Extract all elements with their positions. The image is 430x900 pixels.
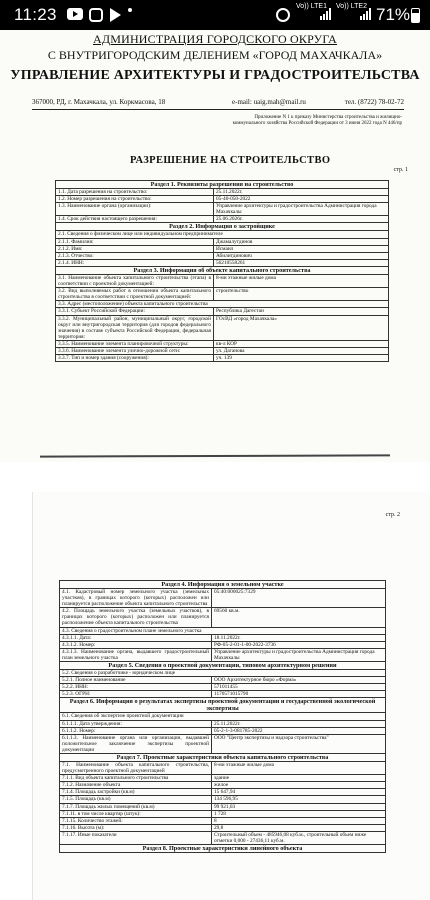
table-row — [60, 761, 386, 774]
field-label: 3.2. Вид выполняемых работ в отношении объекта капитального строительства в соответствии с проектной документацией: — [56, 288, 214, 301]
section-title: Раздел 6. Информация о результатах экспертизы проектной документации и государственной экологической экспертизы — [60, 698, 386, 713]
field-value: 25.11.2022г. — [212, 720, 386, 727]
section-header-row — [60, 698, 386, 713]
field-label: 6.1.1.3. Наименование органа или организации, выдавшей положительное заключение экспертизы проектной документации — [60, 734, 212, 753]
field-label: 7.1.16. Высота (м): — [60, 824, 212, 831]
field-value: Джамалутдинов — [214, 238, 389, 245]
table-row — [56, 347, 389, 354]
table-row — [60, 727, 386, 734]
subsection-row — [56, 231, 389, 238]
status-time: 11:23 — [14, 5, 57, 24]
youtube-notification-icon — [67, 8, 83, 20]
field-value: Управление архитектуры и градостроительства Администрация города Махачкалы — [212, 648, 386, 661]
subsection-label: 3.3. Адрес (местоположение) объекта капитального строительства — [56, 301, 389, 308]
field-label: 7.1. Наименование объекта капитального строительства, предусмотренного проектной документацией — [60, 761, 212, 774]
appendix-note: Приложение N 1 к приказу Министерства строительства и жилищно-коммунального хозяйства Российской Федерации от 3 июня 2022 года N 446/пр — [232, 115, 402, 126]
table-row — [56, 274, 389, 287]
table-row — [56, 238, 389, 245]
table-row — [56, 308, 389, 315]
subsection-row — [60, 713, 386, 720]
field-value: кв-л КОР — [214, 340, 389, 347]
field-label: 3.1. Наименование объекта капитального строительства (этапа) в соответствии с проектной документацией: — [56, 274, 214, 287]
field-label: 5.2.1. Полное наименование — [60, 677, 212, 684]
table-row — [60, 677, 386, 684]
field-value: РФ-05-2-01-1-00-2022-3736 — [212, 641, 386, 648]
field-value: Республика Дагестан — [214, 308, 389, 315]
play-store-notification-icon — [110, 8, 121, 22]
field-label: 1.3. Наименование органа (организации): — [56, 203, 214, 216]
section-header-row — [60, 662, 386, 670]
field-label: 7.1.7. Площадь жилых помещений (кв.м) — [60, 803, 212, 810]
field-value: строительство — [214, 288, 389, 301]
table-row — [56, 189, 389, 196]
table-row — [56, 355, 389, 362]
field-value: 8-ми этажные жилые дома — [212, 761, 386, 774]
field-label: 7.1.1. Вид объекта капитального строительства — [60, 775, 212, 782]
field-value: 18.11.2022г. — [212, 634, 386, 641]
field-label: 4.2. Площадь земельного участка (земельных участков), в границах которого (которых) расположен или планируется расположение объекта капитального строительства — [60, 608, 212, 627]
subsection-label: 4.3. Сведения о градостроительном плане земельного участка — [60, 627, 386, 634]
document-viewer[interactable] — [0, 30, 430, 900]
document-title: РАЗРЕШЕНИЕ НА СТРОИТЕЛЬСТВО — [130, 155, 331, 166]
table-row — [56, 252, 389, 259]
field-label: 7.1.11. в том числе квартир (штук): — [60, 810, 212, 817]
page-gap — [0, 462, 430, 492]
field-value: 15 647,94 — [212, 789, 386, 796]
field-value: ООО Архитектурное бюро «Форма» — [212, 677, 386, 684]
field-value: уч. 139 — [214, 355, 389, 362]
field-value: 8 — [212, 817, 386, 824]
section-title: Раздел 2. Информация о застройщике — [56, 223, 389, 231]
table-row — [56, 340, 389, 347]
field-label: 3.3.7. Тип и номер здания (сооружения): — [56, 355, 214, 362]
field-value: 25.11.2022г. — [214, 189, 389, 196]
more-notifications-icon — [128, 8, 132, 12]
battery-percent: 71% — [376, 5, 411, 24]
field-value: 1 728 — [212, 810, 386, 817]
field-label: 1.4. Срок действия настоящего разрешения: — [56, 216, 214, 223]
network2-label: Vo)) LTE2 — [336, 3, 367, 10]
status-bar — [0, 0, 430, 30]
field-label: 1.1. Дата разрешения на строительство: — [56, 189, 214, 196]
table-row — [60, 775, 386, 782]
field-label: 5.2.2. ИНН: — [60, 684, 212, 691]
table-row — [56, 203, 389, 216]
permit-table-2 — [59, 580, 386, 853]
table-row — [60, 608, 386, 627]
field-value: 05-2-1-3-081785-2022 — [212, 727, 386, 734]
field-label: 3.3.6. Наименование элемента улично-дорожной сети: — [56, 347, 214, 354]
field-value: 56210558261 — [214, 259, 389, 266]
field-value: 8-ми этажные жилые дома — [214, 274, 389, 287]
field-value: 134 596,95 — [212, 796, 386, 803]
field-value: Исмаил — [214, 245, 389, 252]
section-header-row — [56, 223, 389, 231]
subsection-label: 5.2. Сведения о разработчике - юридическом лице — [60, 670, 386, 677]
table-row — [60, 810, 386, 817]
field-label: 2.1.3. Отчество: — [56, 252, 214, 259]
field-label: 7.1.17. Иные показатели — [60, 831, 212, 844]
field-value: 1170571015790 — [212, 691, 386, 698]
section-title: Раздел 8. Проектные характеристики линейного объекта — [60, 845, 386, 853]
header-line-3: УПРАВЛЕНИЕ АРХИТЕКТУРЫ И ГРАДОСТРОИТЕЛЬСТВА — [10, 68, 420, 83]
subsection-row — [56, 301, 389, 308]
table-row — [56, 315, 389, 340]
section-title: Раздел 4. Информация о земельном участке — [60, 581, 386, 589]
table-row — [60, 789, 386, 796]
alarm-icon — [276, 8, 290, 22]
table-row — [60, 589, 386, 608]
field-label: 2.1.2. Имя: — [56, 245, 214, 252]
field-value: ГОсВД «город Махачкала» — [214, 315, 389, 340]
permit-table-1 — [55, 180, 389, 362]
section-header-row — [56, 181, 389, 189]
table-row — [56, 196, 389, 203]
field-value: 25.06.2026г. — [214, 216, 389, 223]
table-row — [60, 796, 386, 803]
table-row — [60, 641, 386, 648]
network1-label: Vo)) LTE1 — [296, 3, 327, 10]
page-edge-line — [40, 454, 390, 457]
field-label: 7.1.5. Площадь (кв.м) — [60, 796, 212, 803]
table-row — [56, 259, 389, 266]
field-label: 4.3.1.1. Дата: — [60, 634, 212, 641]
table-row — [60, 817, 386, 824]
table-row — [60, 648, 386, 661]
field-value: 69560 кв.м. — [212, 608, 386, 627]
section-header-row — [60, 845, 386, 853]
table-row — [60, 782, 386, 789]
field-label: 7.1.2. Назначение объекта — [60, 782, 212, 789]
table-row — [60, 634, 386, 641]
field-label: 7.1.15. Количество этажей: — [60, 817, 212, 824]
subsection-label: 2.1. Сведения о физическом лице или индивидуальном предпринимателе — [56, 231, 389, 238]
signal2-icon — [360, 8, 373, 20]
table-row — [60, 824, 386, 831]
table-row — [60, 720, 386, 727]
section-title: Раздел 1. Реквизиты разрешения на строительство — [56, 181, 389, 189]
phone: тел. (8722) 78-02-72 — [344, 98, 404, 106]
field-label: 3.3.2. Муниципальный район, муниципальный округ, городской округ или внутригородская территория (для городов федерального значения) в составе субъекта Российской Федерации, федеральная территория: — [56, 315, 214, 340]
section-header-row — [56, 266, 389, 274]
page-number: стр. 1 — [393, 167, 408, 173]
field-label: 7.1.4. Площадь застройки (кв.м) — [60, 789, 212, 796]
app-notification-icon — [89, 8, 103, 22]
document-page-1 — [0, 30, 430, 462]
field-value: ул. Даганова — [214, 347, 389, 354]
field-label: 3.3.1. Субъект Российской Федерации: — [56, 308, 214, 315]
section-title: Раздел 5. Сведения о проектной документации, типовом архитектурном решении — [60, 662, 386, 670]
section-header-row — [60, 753, 386, 761]
contact-line — [32, 98, 404, 110]
subsection-label: 6.1. Сведения об экспертизе проектной документации — [60, 713, 386, 720]
field-label: 4.3.1.2. Номер: — [60, 641, 212, 648]
field-value: 05:40:000025:7329 — [212, 589, 386, 608]
header-line-2: С ВНУТРИГОРОДСКИМ ДЕЛЕНИЕМ «ГОРОД МАХАЧКАЛА» — [47, 48, 383, 62]
field-value: Абилитдинович — [214, 252, 389, 259]
signal1-icon — [320, 8, 333, 20]
field-label: 2.1.1. Фамилия: — [56, 238, 214, 245]
section-title: Раздел 3. Информация об объекте капитального строительства — [56, 266, 389, 274]
document-page-2 — [32, 492, 430, 900]
table-row — [60, 803, 386, 810]
table-row — [56, 245, 389, 252]
field-value: 99 921,03 — [212, 803, 386, 810]
table-row — [60, 734, 386, 753]
field-value: Строительный объем - 485946,08 куб.м., строительный объем ниже отметки 0,000 - 27436,11 куб.м. — [212, 831, 386, 844]
field-label: 1.2. Номер разрешения на строительство: — [56, 196, 214, 203]
field-value: ООО "Центр экспертизы и надзора строительства" — [212, 734, 386, 753]
subsection-row — [60, 670, 386, 677]
field-label: 3.3.5. Наименование элемента планировочной структуры: — [56, 340, 214, 347]
field-value: жилое — [212, 782, 386, 789]
table-row — [60, 684, 386, 691]
section-header-row — [60, 581, 386, 589]
address: 367000, РД, г. Махачкала, ул. Коркмасова, 18 — [32, 98, 166, 106]
table-row — [60, 831, 386, 844]
field-value: здание — [212, 775, 386, 782]
field-value: 571011455 — [212, 684, 386, 691]
field-label: 6.1.1.1. Дата утверждения: — [60, 720, 212, 727]
subsection-row — [60, 627, 386, 634]
field-label: 5.2.3. ОГРН: — [60, 691, 212, 698]
field-label: 4.3.1.3. Наименование органа, выдавшего градостроительный план земельного участка — [60, 648, 212, 661]
table-row — [56, 216, 389, 223]
field-label: 4.1. Кадастровый номер земельного участка (земельных участков), в границах которого (которых) расположен или планируется расположение объекта капитального строительства — [60, 589, 212, 608]
field-value: 05-40-050-2022 — [214, 196, 389, 203]
header-line-1: АДМИНИСТРАЦИЯ ГОРОДСКОГО ОКРУГА — [92, 32, 338, 46]
email: e-mail: uaig.mah@mail.ru — [232, 98, 306, 106]
table-row — [56, 288, 389, 301]
battery-icon — [411, 8, 420, 23]
field-label: 6.1.1.2. Номер: — [60, 727, 212, 734]
field-value: Управление архитектуры и градостроительства Администрация города Махачкалы — [214, 203, 389, 216]
field-label: 2.1.4. ИНН: — [56, 259, 214, 266]
field-value: 29,8 — [212, 824, 386, 831]
table-row — [60, 691, 386, 698]
page-number: стр. 2 — [385, 512, 400, 518]
section-title: Раздел 7. Проектные характеристики объекта капитального строительства — [60, 753, 386, 761]
